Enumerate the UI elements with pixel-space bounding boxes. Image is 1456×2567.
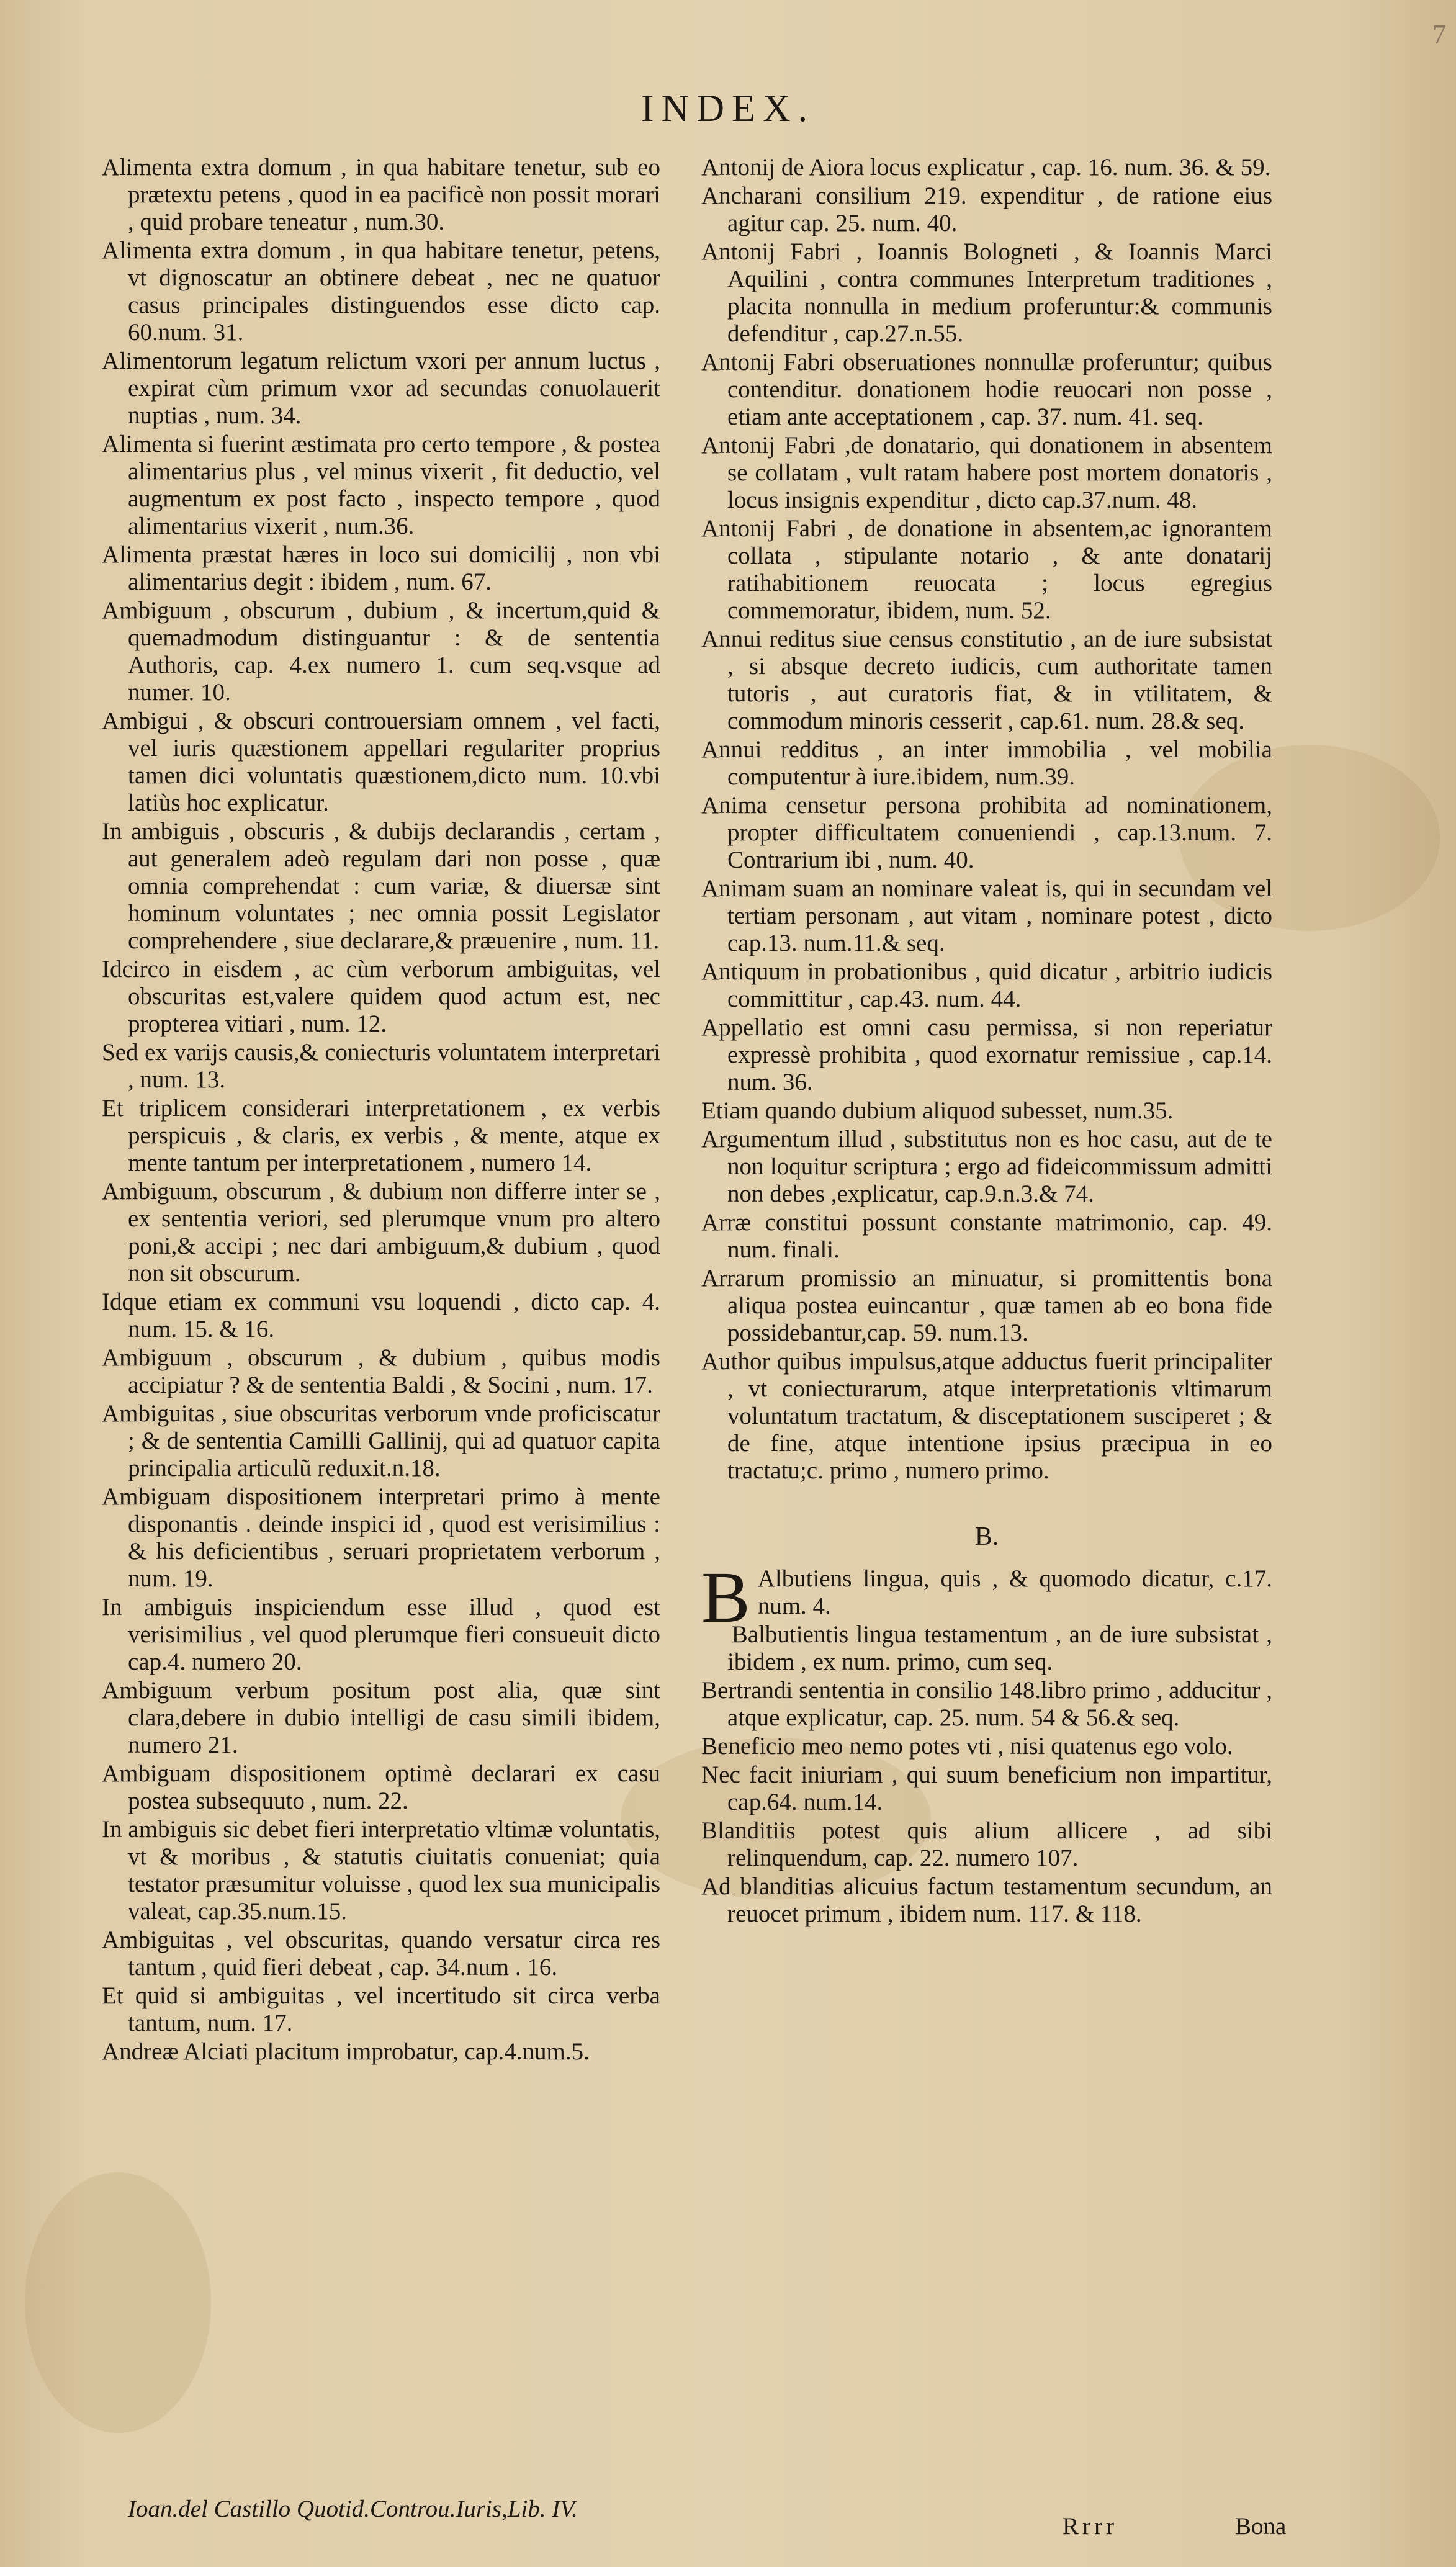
index-entry: Alimenta si fuerint æstimata pro certo tempore , & postea alimentarius plus , vel minus vixerit , fit deductio, vel augmentum ex post facto , inspecto tempore , quod alimentarius vixerit , num.36. — [102, 431, 660, 539]
index-entry: Alimenta extra domum , in qua habitare tenetur, petens, vt dignoscatur an obtinere debeat , nec ne quatuor casus principales distinguendos esse dicto cap. 60.num. 31. — [102, 237, 660, 346]
index-entry: Arrarum promissio an minuatur, si promittentis bona aliqua postea euincantur , quæ tamen ab eo bona fide possidebantur,cap. 59. num.13. — [701, 1265, 1272, 1346]
index-entry: Antonij Fabri , Ioannis Bologneti , & Ioannis Marci Aquilini , contra communes Interpretum traditiones , placita nonnulla in medium proferuntur:& communis defenditur , cap.27.n.55. — [701, 238, 1272, 347]
index-entry: Arræ constitui possunt constante matrimonio, cap. 49. num. finali. — [701, 1209, 1272, 1263]
index-entry: Ambigui , & obscuri controuersiam omnem , vel facti, vel iuris quæstionem appellari regulariter proprius tamen dici voluntatis quæstionem,dicto num. 10.vbi latiùs hoc explicatur. — [102, 708, 660, 816]
index-entry: Ambiguum verbum positum post alia, quæ sint clara,debere in dubio intelligi de casu simili ibidem, numero 21. — [102, 1677, 660, 1758]
index-entry: Antonij Fabri ,de donatario, qui donationem in absentem se collatam , vult ratam habere post mortem donatoris , locus insignis expenditur , dicto cap.37.num. 48. — [701, 432, 1272, 513]
index-entry: Andreæ Alciati placitum improbatur, cap.4.num.5. — [102, 2038, 590, 2065]
page-title: INDEX. — [640, 88, 816, 130]
index-entry: In ambiguis sic debet fieri interpretatio vltimæ voluntatis, vt & moribus , & statutis ciuitatis conueniat; quia testator præsumitur voluisse , quod lex sua municipalis valeat, cap.35.num.15. — [102, 1816, 660, 1925]
index-entry: Ambiguam dispositionem interpretari primo à mente disponantis . deinde inspici id , quod est verisimilius : & his deficientibus , seruari proprietatem verborum , num. 19. — [102, 1483, 660, 1592]
index-entry: Ambiguum , obscurum , & dubium , quibus modis accipiatur ? & de sententia Baldi , & Socini , num. 17. — [102, 1344, 660, 1398]
drop-capital: B — [701, 1557, 750, 1638]
index-entry: Ambiguitas , vel obscuritas, quando versatur circa res tantum , quid fieri debeat , cap. 34.num . 16. — [102, 1926, 660, 1980]
index-entry: Nec facit iniuriam , qui suum beneficium non impartitur, cap.64. num.14. — [701, 1761, 1272, 1815]
index-entry: Antonij de Aiora locus explicatur , cap. 16. num. 36. & 59. — [701, 154, 1271, 181]
right-entries — [701, 154, 1272, 1485]
paper-stain — [25, 2172, 211, 2433]
index-entry: Alimentorum legatum relictum vxori per annum luctus , expirat cùm primum vxor ad secundas conuolauerit nuptias , num. 34. — [102, 348, 660, 429]
index-entry: Author quibus impulsus,atque adductus fuerit principaliter , vt coniecturarum, atque interpretationis vltimarum voluntatum tractatum, & disceptationem susciperet ; & de fine, atque intentione ipsius præcipua in eo tractatu;c. primo , numero primo. — [701, 1348, 1272, 1484]
index-entry: Ambiguam dispositionem optimè declarari ex casu postea subsequuto , num. 22. — [102, 1760, 660, 1814]
index-entry-text: Albutiens lingua, quis , & quomodo dicatur, c.17. num. 4. — [757, 1565, 1272, 1619]
index-entry: Ambiguum , obscurum , dubium , & incertum,quid & quemadmodum distinguantur : & de sententia Authoris, cap. 4.ex numero 1. cum seq.vsque ad numer. 10. — [102, 597, 660, 706]
index-entry: Blanditiis potest quis alium allicere , ad sibi relinquendum, cap. 22. numero 107. — [701, 1817, 1272, 1871]
index-entry: Sed ex varijs causis,& coniecturis voluntatem interpretari , num. 13. — [102, 1039, 660, 1093]
index-entry: Annui reditus siue census constitutio , an de iure subsistat , si absque decreto iudicis, cum authoritate tamen tutoris , aut curatoris fiat, & in vtilitatem, & commodum minoris cesserit , cap.61. num. 28.& seq. — [701, 626, 1272, 734]
index-entry: Alimenta præstat hæres in loco sui domicilij , non vbi alimentarius degit : ibidem , num. 67. — [102, 541, 660, 595]
index-column-left — [102, 154, 660, 2067]
index-entry: Antiquum in probationibus , quid dicatur , arbitrio iudicis committitur , cap.43. num. 44. — [701, 958, 1272, 1012]
index-entry: Idque etiam ex communi vsu loquendi , dicto cap. 4. num. 15. & 16. — [102, 1288, 660, 1342]
catchword: Bona — [1235, 2513, 1287, 2540]
section-heading-b: B. — [974, 1522, 999, 1551]
index-entry: Animam suam an nominare valeat is, qui in secundam vel tertiam personam , aut vitam , nominare potest , dicto cap.13. num.11.& seq. — [701, 875, 1272, 956]
index-entry: Balbutientis lingua testamentum , an de iure subsistat , ibidem , ex num. primo, cum seq. — [727, 1621, 1272, 1675]
index-entry: Ambiguum, obscurum , & dubium non differre inter se , ex sententia veriori, sed plerumque vnum pro altero poni,& accipi ; nec dari ambiguum,& dubium , quod non sit obscurum. — [102, 1178, 660, 1287]
index-entry: Antonij Fabri obseruationes nonnullæ proferuntur; quibus contenditur. donationem hodie reuocari non posse , etiam ante acceptationem , cap. 37. num. 41. seq. — [701, 349, 1272, 430]
index-entry: Ambiguitas , siue obscuritas verborum vnde proficiscatur ; & de sententia Camilli Gallinij, qui ad quatuor capita principalia articulũ reduxit.n.18. — [102, 1400, 660, 1481]
index-entry: In ambiguis , obscuris , & dubijs declarandis , certam , aut generalem adeò regulam dari non posse , quæ omnia comprehendat : cum variæ, & diuersæ sint hominum voluntates ; nec omnia possit Legislator comprehendere , siue declarare,& præuenire , num. 11. — [102, 818, 660, 954]
index-entry: Ad blanditias alicuius factum testamentum secundum, an reuocet primum , ibidem num. 117. & 118. — [701, 1873, 1272, 1927]
index-entry: Annui redditus , an inter immobilia , vel mobilia computentur à iure.ibidem, num.39. — [701, 736, 1272, 790]
index-entry: Beneficio meo nemo potes vti , nisi quatenus ego volo. — [701, 1733, 1233, 1760]
index-entry: Alimenta extra domum , in qua habitare tenetur, sub eo prætextu petens , quod in ea pacificè non possit morari , quid probare teneatur , num.30. — [102, 154, 660, 235]
index-entry-b-first — [701, 1557, 1272, 1638]
index-entry: Bertrandi sententia in consilio 148.libro primo , adducitur , atque explicatur, cap. 25. num. 54 & 56.& seq. — [701, 1677, 1272, 1731]
signature-mark: Rrrr — [1063, 2513, 1118, 2540]
folio-number: 7 — [1432, 19, 1446, 50]
running-footer: Ioan.del Castillo Quotid.Controu.Iuris,Lib. IV. — [128, 2496, 578, 2522]
index-entry: In ambiguis inspiciendum esse illud , quod est verisimilius , vel quod plerumque fieri consueuit dicto cap.4. numero 20. — [102, 1594, 660, 1675]
index-entry: Et triplicem considerari interpretationem , ex verbis perspicuis , & claris, ex verbis , & mente, atque ex mente tantum per interpretationem , numero 14. — [102, 1095, 660, 1176]
index-column-right — [701, 154, 1272, 1929]
index-entry: Etiam quando dubium aliquod subesset, num.35. — [701, 1097, 1174, 1124]
index-entry: Appellatio est omni casu permissa, si non reperiatur expressè prohibita , quod exornatur remissiue , cap.14. num. 36. — [701, 1014, 1272, 1095]
index-entry: Anima censetur persona prohibita ad nominationem, propter difficultatem conueniendi , cap.13.num. 7. Contrarium ibi , num. 40. — [701, 792, 1272, 873]
b-section-entries — [701, 1621, 1272, 1928]
index-entry: Et quid si ambiguitas , vel incertitudo sit circa verba tantum, num. 17. — [102, 1982, 660, 2036]
index-entry: Ancharani consilium 219. expenditur , de ratione eius agitur cap. 25. num. 40. — [701, 182, 1272, 236]
index-entry: Antonij Fabri , de donatione in absentem,ac ignorantem collata , stipulante notario , & ante donatarij ratihabitionem reuocata ; locus egregius commemoratur, ibidem, num. 52. — [701, 515, 1272, 624]
index-entry: Idcirco in eisdem , ac cùm verborum ambiguitas, vel obscuritas est,valere quidem quod actum est, nec propterea vitiari , num. 12. — [102, 956, 660, 1037]
index-entry: Argumentum illud , substitutus non es hoc casu, aut de te non loquitur scriptura ; ergo ad fideicommissum admitti non debes ,explicatur, cap.9.n.3.& 74. — [701, 1126, 1272, 1207]
